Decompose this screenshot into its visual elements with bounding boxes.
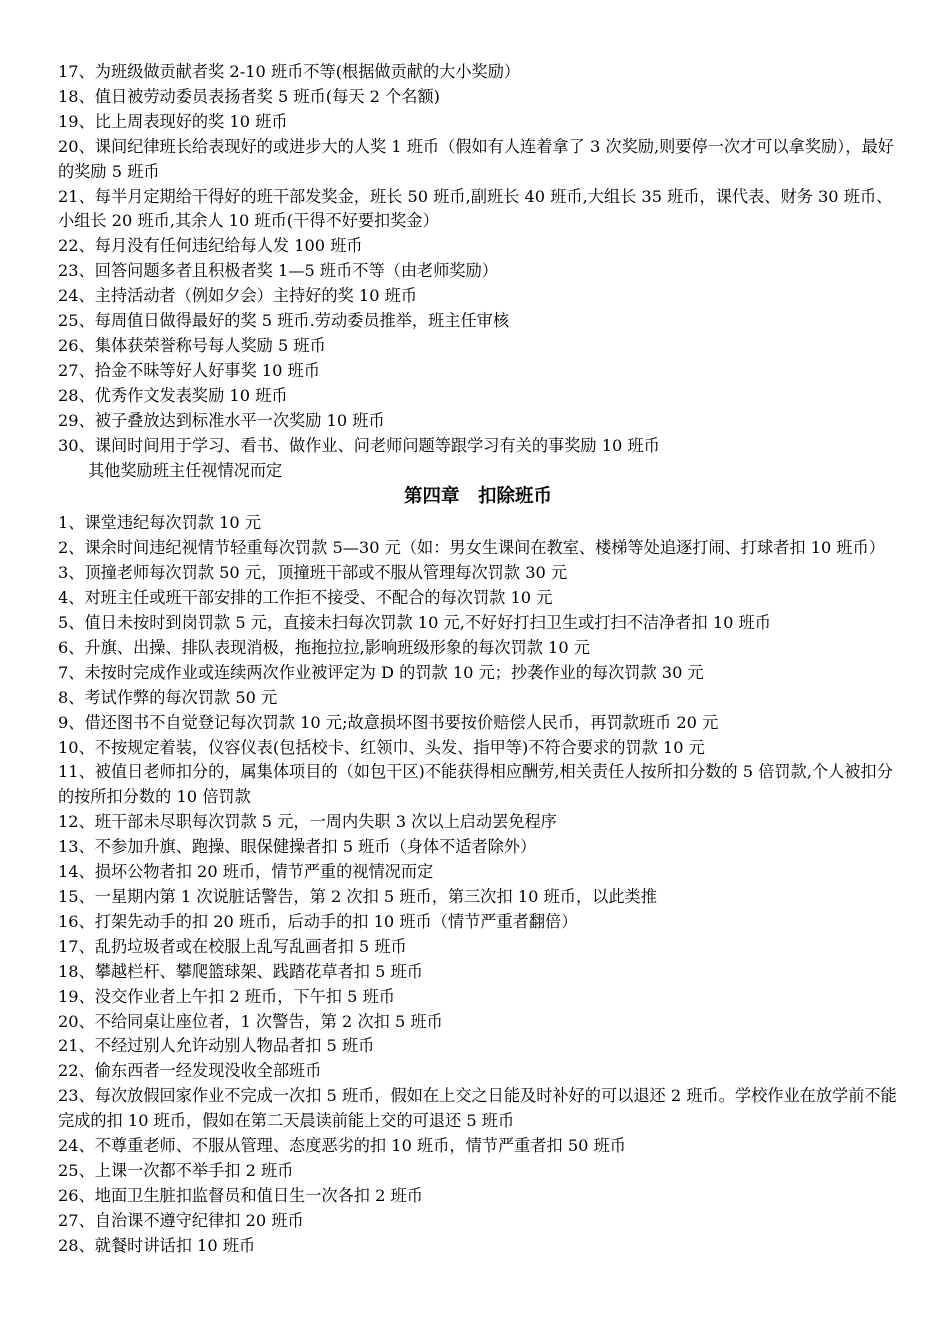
deduction-item: 19、没交作业者上午扣 2 班币，下午扣 5 班币 (58, 986, 395, 1006)
deduction-item: 5、值日未按时到岗罚款 5 元，直接未扫每次罚款 10 元,不好好打扫卫生或打扫不洁净者扣 10 班币 (58, 613, 771, 633)
deduction-item: 6、升旗、出操、排队表现消极，拖拖拉拉,影响班级形象的每次罚款 10 元 (58, 637, 590, 657)
deduction-item: 20、不给同桌让座位者，1 次警告，第 2 次扣 5 班币 (58, 1011, 443, 1031)
deduction-item: 11、被值日老师扣分的，属集体项目的（如包干区)不能获得相应酬劳,相关责任人按所扣分数的 5 倍罚款,个人被扣分的按所扣分数的 10 倍罚款 (58, 762, 893, 807)
deduction-item: 18、攀越栏杆、攀爬篮球架、践踏花草者扣 5 班币 (58, 961, 423, 981)
deduction-item: 1、课堂违纪每次罚款 10 元 (58, 513, 262, 533)
reward-item: 30、课间时间用于学习、看书、做作业、问老师问题等跟学习有关的事奖励 10 班币 (58, 435, 660, 455)
reward-item: 21、每半月定期给干得好的班干部发奖金，班长 50 班币,副班长 40 班币,大组长 35 班币，课代表、财务 30 班币、小组长 20 班币,其余人 10 班币(干得不好要扣奖金） (58, 186, 893, 231)
deduction-item: 4、对班主任或班干部安排的工作拒不接受、不配合的每次罚款 10 元 (58, 588, 553, 608)
deduction-item: 9、借还图书不自觉登记每次罚款 10 元;故意损坏图书要按价赔偿人民币，再罚款班币 20 元 (58, 712, 719, 732)
rewards-note: 其他奖励班主任视情况而定 (88, 460, 283, 480)
reward-item: 23、回答问题多者且积极者奖 1—5 班币不等（由老师奖励） (58, 261, 498, 281)
reward-item: 28、优秀作文发表奖励 10 班币 (58, 385, 288, 405)
deduction-item: 15、一星期内第 1 次说脏话警告，第 2 次扣 5 班币，第三次扣 10 班币，以此类推 (58, 887, 657, 906)
reward-item: 26、集体获荣誉称号每人奖励 5 班币 (58, 335, 326, 355)
deduction-item: 13、不参加升旗、跑操、眼保健操者扣 5 班币（身体不适者除外） (58, 837, 537, 857)
reward-item: 24、主持活动者（例如夕会）主持好的奖 10 班币 (58, 286, 418, 306)
reward-item: 18、值日被劳动委员表扬者奖 5 班币(每天 2 个名额) (58, 86, 440, 106)
reward-item: 22、每月没有任何违纪给每人发 100 班币 (58, 236, 363, 256)
deduction-item: 25、上课一次都不举手扣 2 班币 (58, 1160, 294, 1180)
deduction-item: 7、未按时完成作业或连续两次作业被评定为 D 的罚款 10 元；抄袭作业的每次罚款 30 元 (58, 662, 704, 682)
deduction-item: 22、偷东西者一经发现没收全部班币 (58, 1061, 322, 1081)
reward-item: 29、被子叠放达到标准水平一次奖励 10 班币 (58, 410, 385, 430)
deduction-item: 28、就餐时讲话扣 10 班币 (58, 1235, 256, 1255)
rewards-list (58, 60, 898, 483)
reward-item: 25、每周值日做得最好的奖 5 班币.劳动委员推举，班主任审核 (58, 311, 510, 331)
deduction-item: 17、乱扔垃圾者或在校服上乱写乱画者扣 5 班币 (58, 936, 407, 956)
deduction-item: 27、自治课不遵守纪律扣 20 班币 (58, 1210, 304, 1230)
deduction-item: 26、地面卫生脏扣监督员和值日生一次各扣 2 班币 (58, 1185, 423, 1205)
chapter-title: 第四章 扣除班币 (403, 486, 552, 508)
deduction-item: 3、顶撞老师每次罚款 50 元，顶撞班干部或不服从管理每次罚款 30 元 (58, 563, 568, 583)
deduction-item: 14、损坏公物者扣 20 班币，情节严重的视情况而定 (58, 862, 434, 882)
deduction-item: 16、打架先动手的扣 20 班币，后动手的扣 10 班币（情节严重者翻倍） (58, 911, 578, 931)
reward-item: 20、课间纪律班长给表现好的或进步大的人奖 1 班币（假如有人连着拿了 3 次奖励,则要停一次才可以拿奖励），最好的奖励 5 班币 (58, 136, 894, 181)
reward-item: 27、拾金不昧等好人好事奖 10 班币 (58, 360, 320, 380)
deduction-item: 23、每次放假回家作业不完成一次扣 5 班币，假如在上交之日能及时补好的可以退还 2 班币。学校作业在放学前不能完成的扣 10 班币，假如在第二天晨读前能上交的可退还 5 班币 (58, 1086, 897, 1131)
deduction-item: 21、不经过别人允许动别人物品者扣 5 班币 (58, 1036, 375, 1056)
reward-item: 17、为班级做贡献者奖 2-10 班币不等(根据做贡献的大小奖励） (58, 62, 521, 81)
deduction-item: 10、不按规定着装，仪容仪表(包括校卡、红领巾、头发、指甲等)不符合要求的罚款 10 元 (58, 737, 705, 757)
reward-item: 19、比上周表现好的奖 10 班币 (58, 111, 288, 131)
deduction-item: 2、课余时间违纪视情节轻重每次罚款 5—30 元（如：男女生课间在教室、楼梯等处追逐打闹、打球者扣 10 班币） (58, 538, 885, 558)
deduction-item: 12、班干部未尽职每次罚款 5 元，一周内失职 3 次以上启动罢免程序 (58, 812, 557, 832)
deductions-list (58, 511, 898, 1258)
deduction-item: 24、不尊重老师、不服从管理、态度恶劣的扣 10 班币，情节严重者扣 50 班币 (58, 1136, 626, 1156)
deduction-item: 8、考试作弊的每次罚款 50 元 (58, 687, 278, 707)
